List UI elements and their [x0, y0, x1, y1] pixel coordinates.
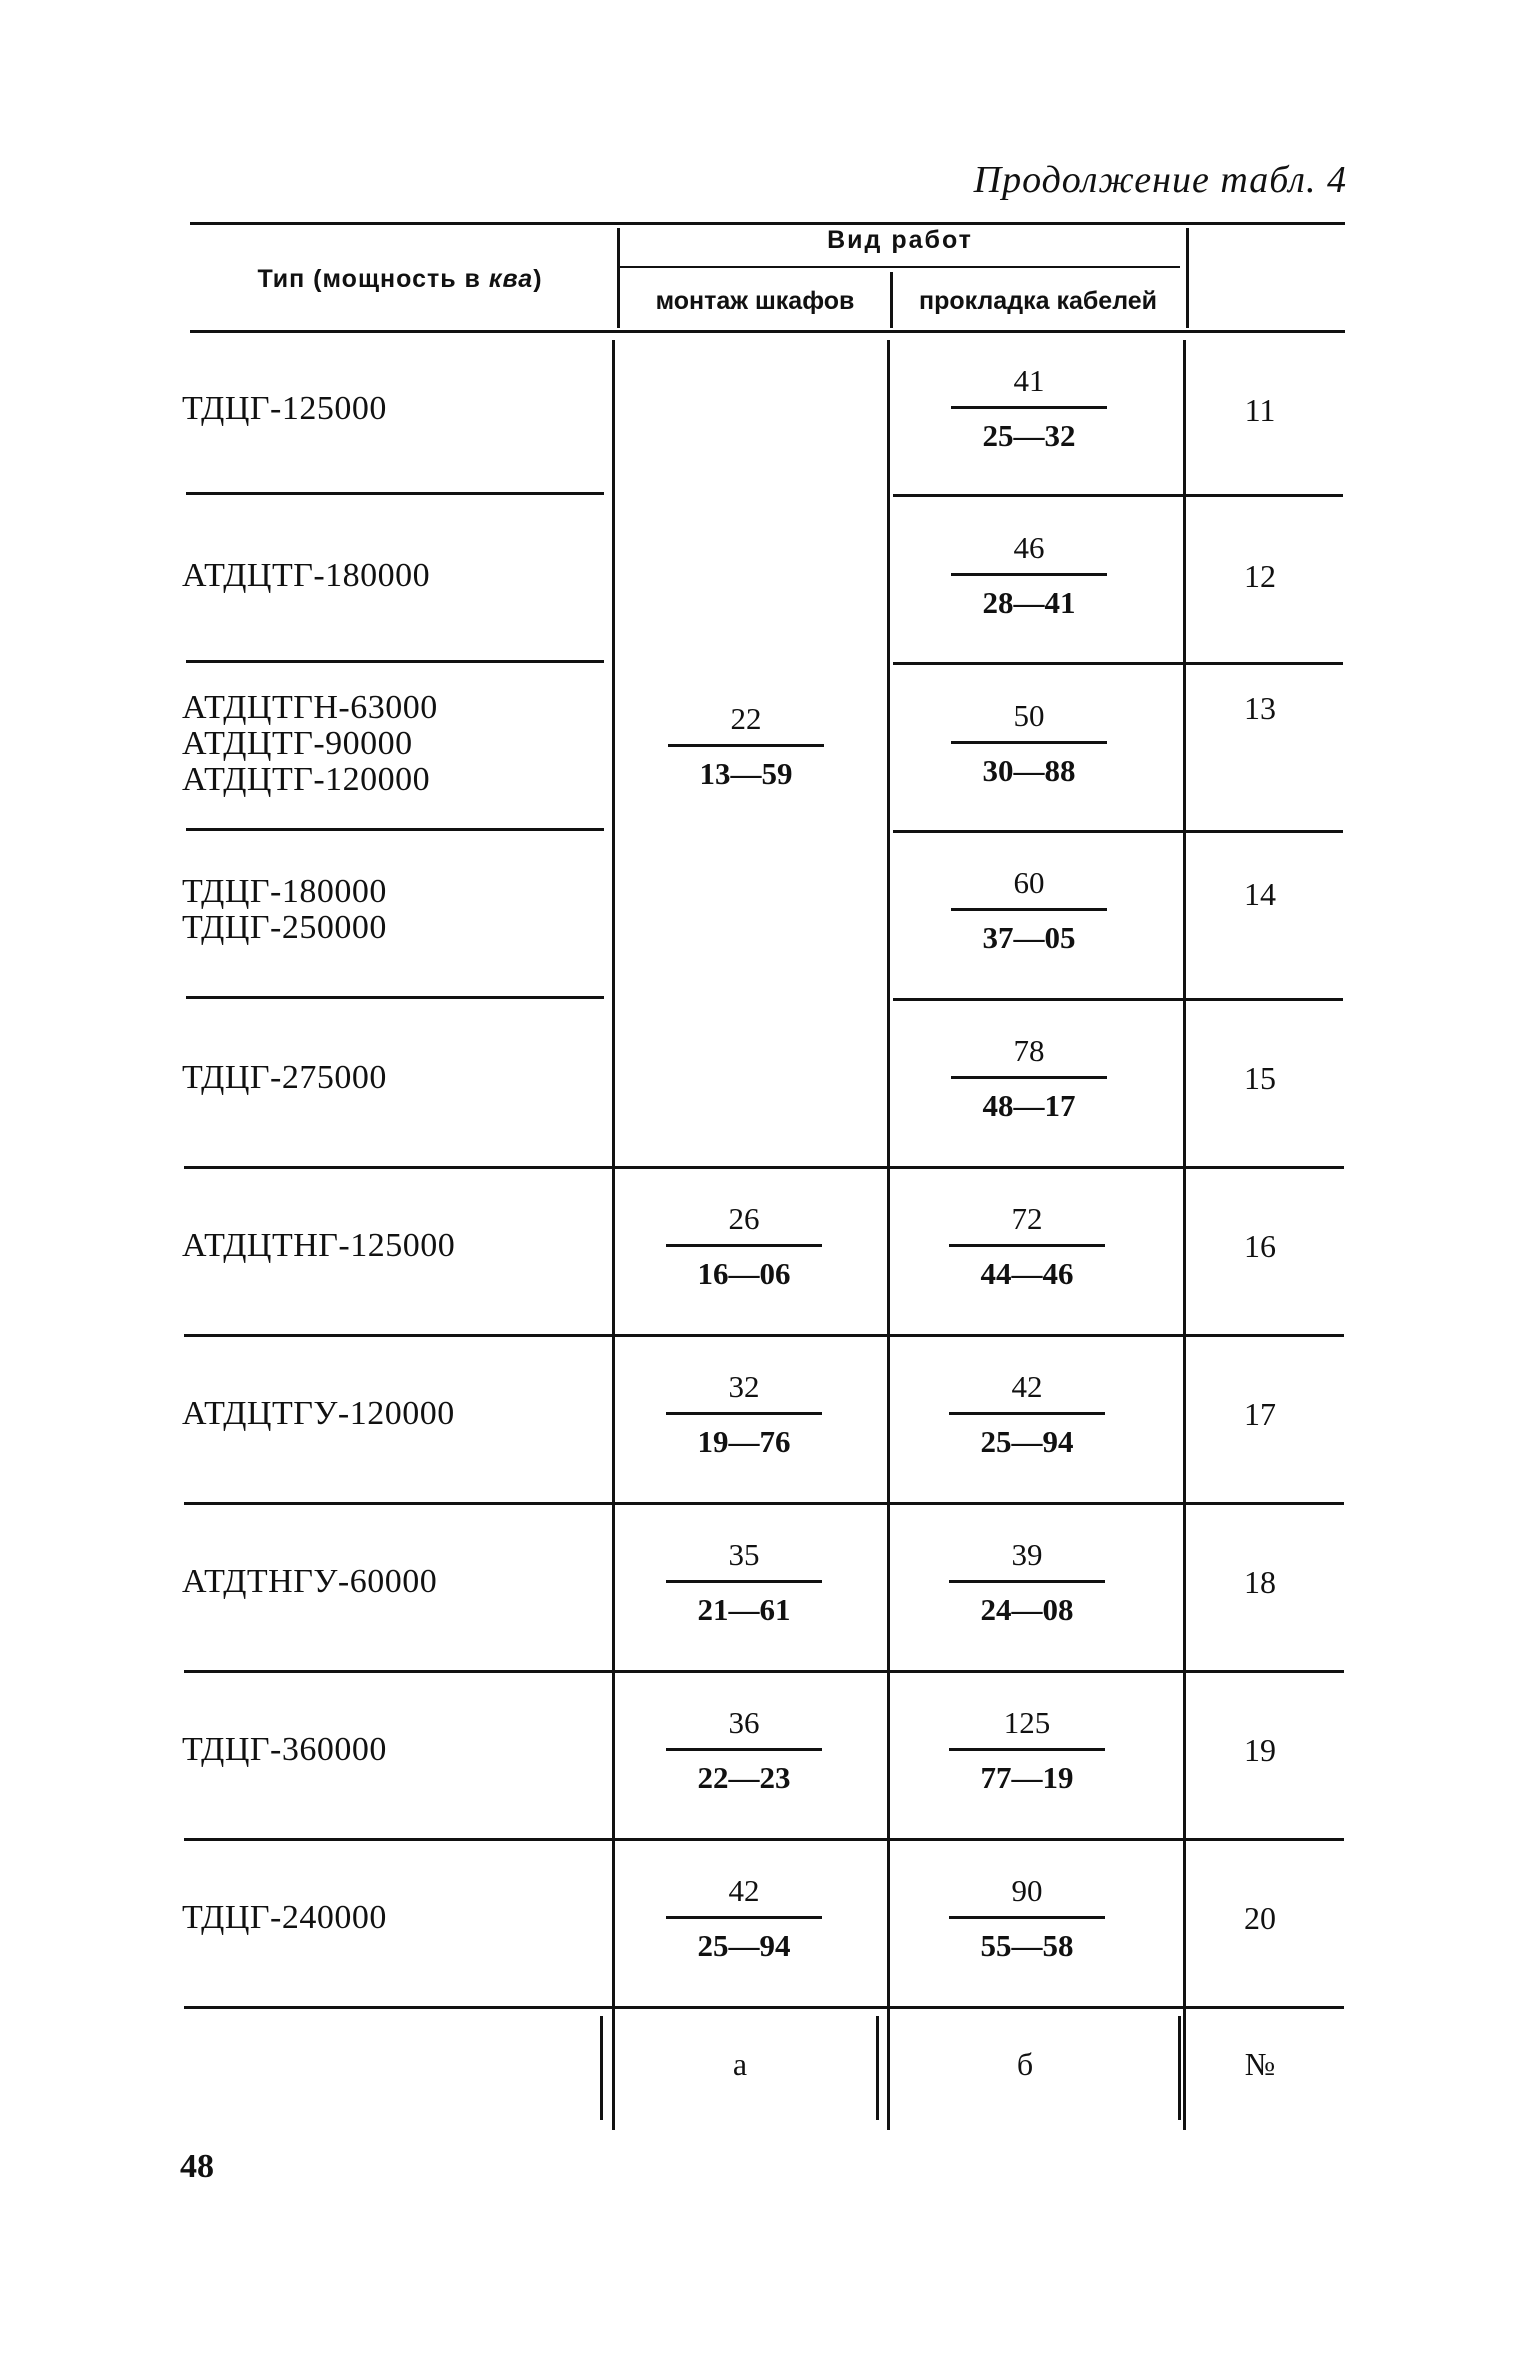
body-vline-1 [612, 340, 615, 2130]
row-number: 12 [1244, 558, 1276, 594]
row-number: 13 [1244, 690, 1276, 726]
column-header-cable-laying: прокладка кабелей [918, 287, 1158, 315]
row-number: 20 [1244, 1900, 1276, 1936]
row-separator-type [186, 828, 604, 831]
row-number: 16 [1244, 1228, 1276, 1264]
transformer-type: ТДЦГ-240000 [182, 1899, 387, 1936]
row-number: 18 [1244, 1564, 1276, 1600]
row-separator-full [184, 1502, 1344, 1505]
footer-vline-2 [876, 2016, 879, 2120]
row-separator-type [186, 492, 604, 495]
row-number: 19 [1244, 1732, 1276, 1768]
cabinet-install-value: 26 16—06 [654, 1200, 834, 1293]
row-separator-full [184, 1838, 1344, 1841]
row-separator-right [893, 998, 1343, 1001]
cable-laying-value: 42 25—94 [937, 1368, 1117, 1461]
table-top-rule [190, 222, 1345, 225]
transformer-type: АТДЦТГУ-120000 [182, 1395, 455, 1432]
row-separator-type [186, 660, 604, 663]
row-number: 17 [1244, 1396, 1276, 1432]
cabinet-install-value: 32 19—76 [654, 1368, 834, 1461]
row-separator-full [184, 1166, 1344, 1169]
transformer-type: ТДЦГ-360000 [182, 1731, 387, 1768]
row-separator-full [184, 2006, 1344, 2009]
cable-laying-value: 72 44—46 [937, 1200, 1117, 1293]
row-separator-right [893, 830, 1343, 833]
transformer-type: ТДЦГ-250000 [182, 909, 387, 946]
cable-laying-value: 60 37—05 [939, 864, 1119, 957]
cable-laying-value: 50 30—88 [939, 697, 1119, 790]
column-header-work-kind: Вид работ [827, 226, 973, 254]
column-header-cabinet-install: монтаж шкафов [655, 287, 855, 315]
footer-label-no: № [1244, 2046, 1276, 2082]
footer-label-a: а [732, 2046, 748, 2082]
column-header-type: Тип (мощность в ква) [257, 265, 543, 293]
footer-label-b: б [1016, 2046, 1034, 2082]
page-number: 48 [180, 2148, 214, 2185]
header-group-rule [620, 266, 1180, 268]
row-number: 11 [1244, 392, 1276, 428]
row-number: 15 [1244, 1060, 1276, 1096]
transformer-type: АТДЦТНГ-125000 [182, 1227, 456, 1264]
row-separator-type [186, 996, 604, 999]
cabinet-install-value: 36 22—23 [654, 1704, 834, 1797]
header-vline-3 [1186, 228, 1189, 328]
header-bottom-rule [190, 330, 1345, 333]
cable-laying-value: 39 24—08 [937, 1536, 1117, 1629]
body-vline-2 [887, 340, 890, 2130]
body-vline-3 [1183, 340, 1186, 2130]
cable-laying-value: 41 25—32 [939, 362, 1119, 455]
cable-laying-value: 78 48—17 [939, 1032, 1119, 1125]
transformer-type: АТДЦТГН-63000 [182, 689, 438, 726]
transformer-type: АТДТНГУ-60000 [182, 1563, 438, 1600]
cable-laying-value: 90 55—58 [937, 1872, 1117, 1965]
continuation-caption: Продолжение табл. 4 [973, 159, 1347, 201]
cable-laying-value: 125 77—19 [937, 1704, 1117, 1797]
transformer-type: ТДЦГ-125000 [182, 390, 387, 427]
transformer-type: АТДЦТГ-180000 [182, 557, 431, 594]
cabinet-install-value: 42 25—94 [654, 1872, 834, 1965]
cabinet-install-merged-value: 22 13—59 [656, 700, 836, 793]
row-separator-full [184, 1670, 1344, 1673]
cabinet-install-value: 35 21—61 [654, 1536, 834, 1629]
footer-vline-1 [600, 2016, 603, 2120]
footer-vline-3 [1178, 2016, 1181, 2120]
cable-laying-value: 46 28—41 [939, 529, 1119, 622]
row-separator-right [893, 494, 1343, 497]
row-number: 14 [1244, 876, 1276, 912]
transformer-type: АТДЦТГ-120000 [182, 761, 431, 798]
row-separator-right [893, 662, 1343, 665]
row-separator-full [184, 1334, 1344, 1337]
transformer-type: ТДЦГ-180000 [182, 873, 387, 910]
transformer-type: ТДЦГ-275000 [182, 1059, 387, 1096]
transformer-type: АТДЦТГ-90000 [182, 725, 413, 762]
